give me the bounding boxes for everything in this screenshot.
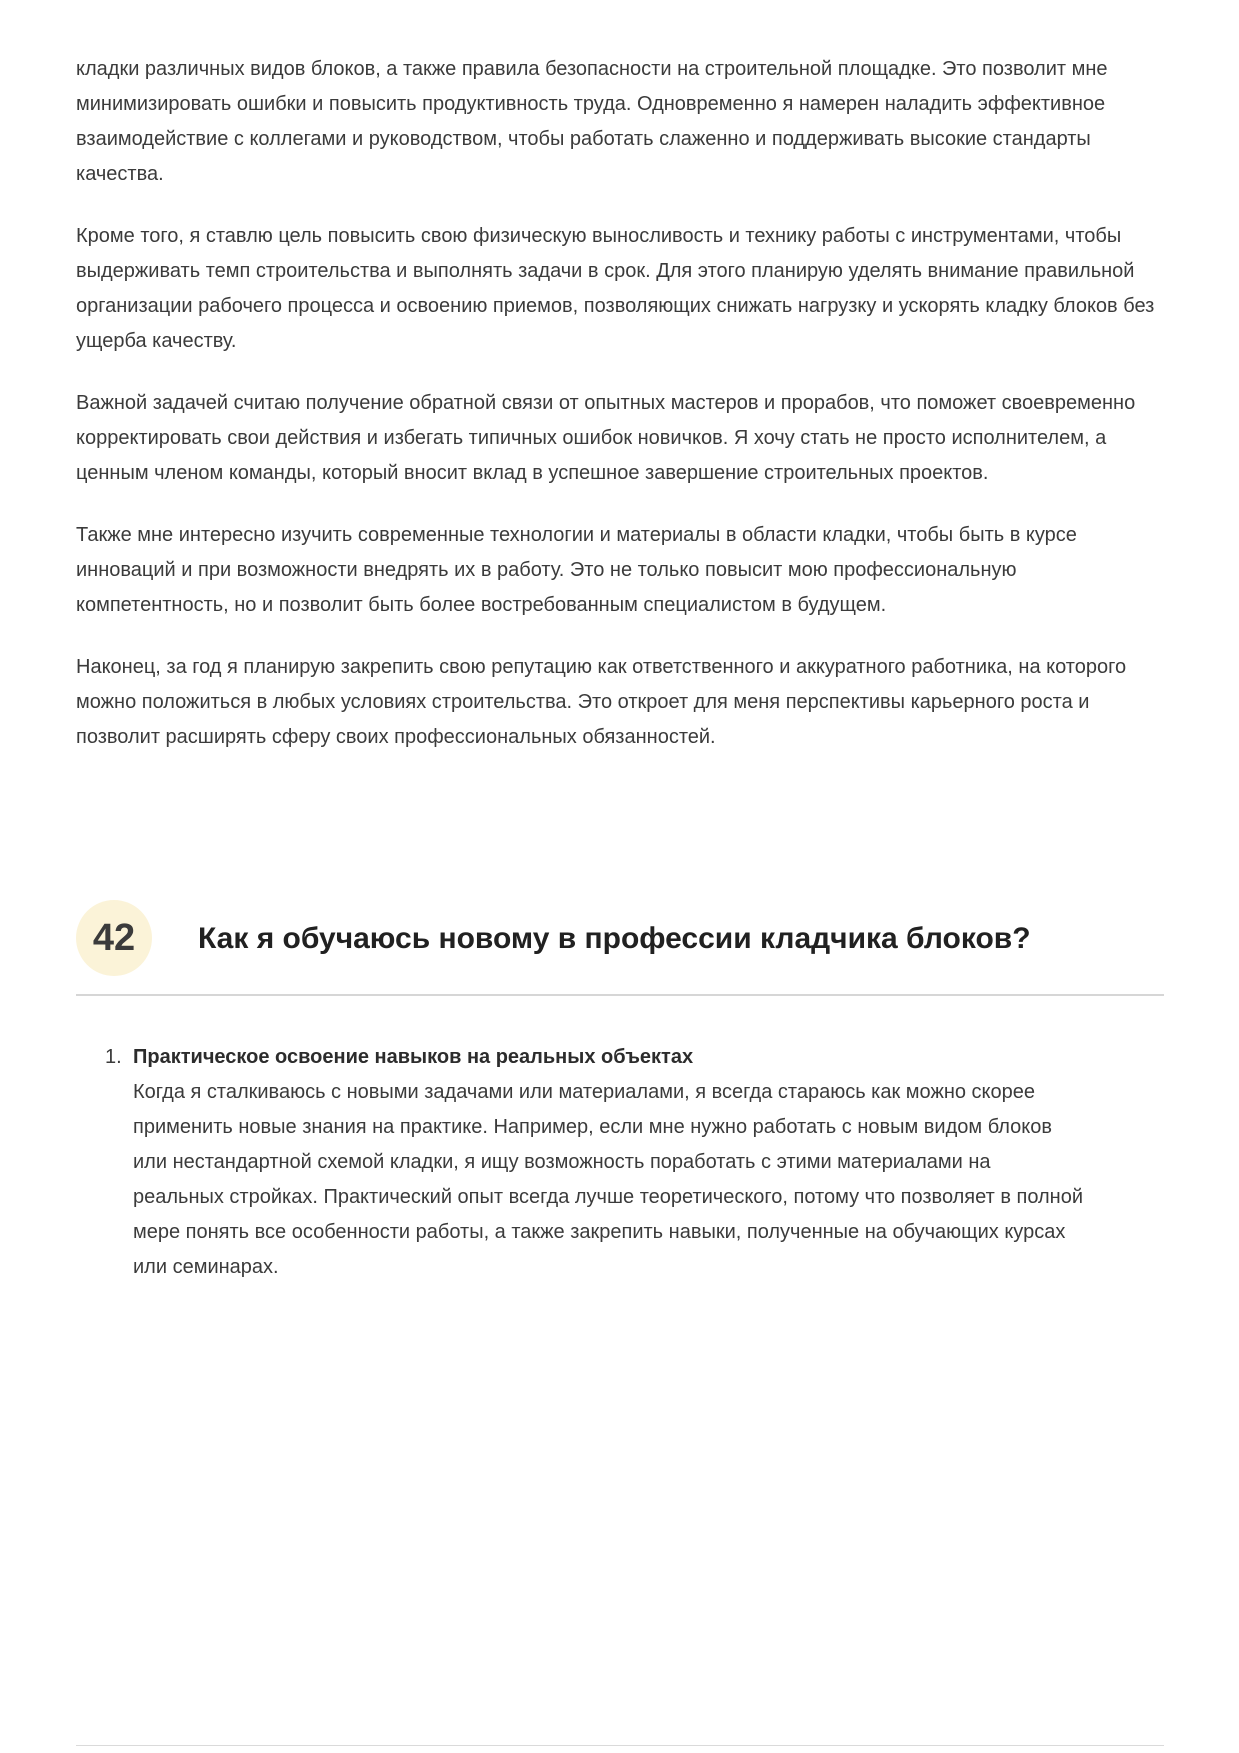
section-number: 42 <box>92 916 136 959</box>
list-item-marker: 1. <box>105 1046 122 1068</box>
paragraph: Кроме того, я ставлю цель повысить свою физическую выносливость и технику работы с инструментами, чтобы выдерживать темп строительства и выполнять задачи в срок. Для этого планирую уделять внимание правильной организации рабочего процесса и освоению приемов, позволяющих снижать нагрузку и ускорять кладку блоков без ущерба качеству. <box>76 225 1155 352</box>
bottom-divider <box>76 1745 1164 1746</box>
section-divider <box>76 994 1164 996</box>
paragraph: Наконец, за год я планирую закрепить свою репутацию как ответственного и аккуратного работника, на которого можно положиться в любых условиях строительства. Это откроет для меня перспективы карьерного роста и позволит расширять сферу своих профессиональных обязанностей. <box>76 656 1127 748</box>
section-number-badge <box>76 900 152 976</box>
paragraph: Также мне интересно изучить современные технологии и материалы в области кладки, чтобы быть в курсе инноваций и при возможности внедрять их в работу. Это не только повысит мою профессиональную компетентность, но и позволит быть более востребованным специалистом в будущем. <box>76 524 1077 616</box>
numbered-list <box>76 1040 1164 1285</box>
paragraph: Важной задачей считаю получение обратной связи от опытных мастеров и прорабов, что поможет своевременно корректировать свои действия и избегать типичных ошибок новичков. Я хочу стать не просто исполнителем, а ценным членом команды, который вносит вклад в успешное завершение строительных проектов. <box>76 392 1136 484</box>
section-header <box>76 900 1164 976</box>
list-item-heading: Практическое освоение навыков на реальных объектах <box>133 1046 694 1068</box>
list-item-body: Когда я сталкиваюсь с новыми задачами или материалами, я всегда стараюсь как можно скорее применить новые знания на практике. Например, если мне нужно работать с новым видом блоков или нестандартной схемой кладки, я ищу возможность поработать с этими материалами на реальных стройках. Практический опыт всегда лучше теоретического, потому что позволяет в полной мере понять все особенности работы, а также закрепить навыки, полученные на обучающих курсах или семинарах. <box>133 1081 1084 1278</box>
paragraph: кладки различных видов блоков, а также правила безопасности на строительной площадке. Это позволит мне минимизировать ошибки и повысить продуктивность труда. Одновременно я намерен наладить эффективное взаимодействие с коллегами и руководством, чтобы работать слаженно и поддерживать высокие стандарты качества. <box>76 58 1108 185</box>
list-item <box>76 1040 1084 1285</box>
section-title: Как я обучаюсь новому в профессии кладчика блоков? <box>198 921 1031 955</box>
